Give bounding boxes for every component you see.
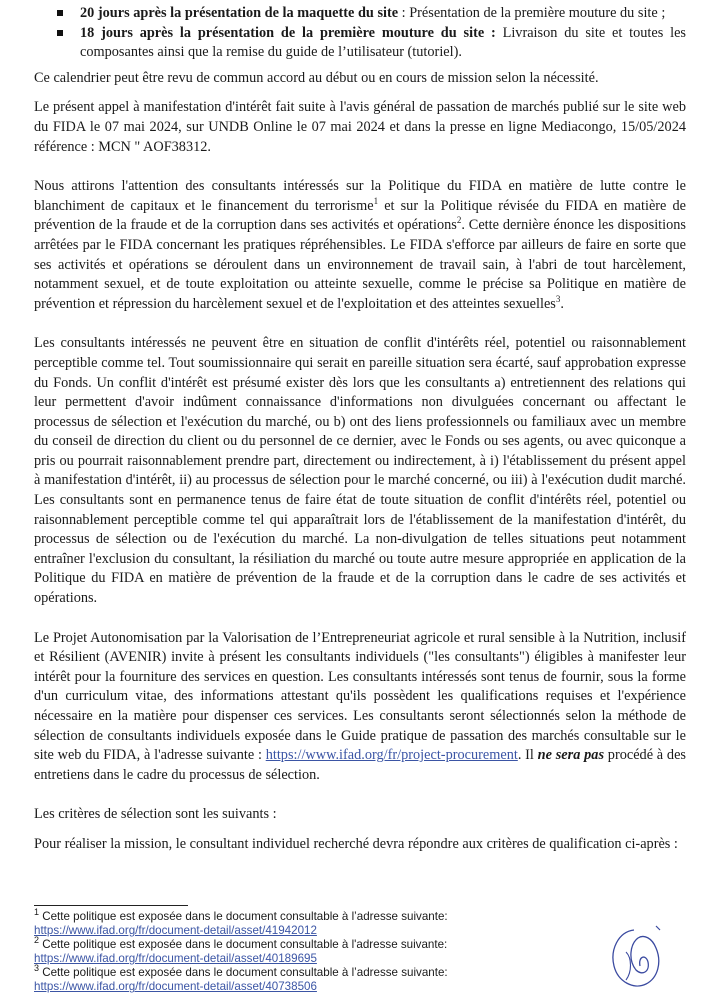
qualification-paragraph: Pour réaliser la mission, le consultant individuel recherché devra répondre aux critères de qualification ci-après : xyxy=(34,835,678,852)
list-item xyxy=(34,24,686,63)
conflict-paragraph: Les consultants intéressés ne peuvent être en situation de conflit d'intérêts réel, potentiel ou raisonnablement perceptible comme tel. Tout soumissionnaire qui serait en pareille situation sera écarté, sauf approbation expresse du Fonds. Un conflit d'intérêt est présumé exister dès lors que les consultants a) entretiennent des relations qui leur permettent d'avoir indûment connaissance d'informations non divulguées concernant ou affectant le processus de sélection et l'exécution du marché, ou b) ont des liens professionnels ou familiaux avec un membre du conseil de direction du client ou du personnel de ce dernier, avec le Fonds ou ses agents, ou avec quiconque a pris ou pourrait raisonnablement prendre part, directement ou indirectement, à i) l'établissement du présent appel à manifestation d'intérêt, ii) au processus de sélection pour le marché concerné, ou iii) à l'exécution dudit marché. Les consultants sont en permanence tenus de faire état de toute situation de conflit d'intérêts réel, potentiel ou raisonnablement perceptible comme tel qui apparaîtrait lors de l'établissement de la manifestation d'intérêt, du processus de sélection ou de l'exécution du marché. La non-divulgation de telles situations peut notamment entraîner l'exclusion du consultant, la résiliation du marché ou toute autre mesure appropriée en application de la Politique du FIDA en matière de prévention de la fraude et de la corruption dans le cadre de ses activités et opérations. xyxy=(34,335,686,607)
calendar-paragraph: Ce calendrier peut être revu de commun accord au début ou en cours de mission selon la nécessité. xyxy=(34,69,599,86)
item-text: : Présentation de la première mouture du site ; xyxy=(398,5,666,21)
footnote-separator xyxy=(34,905,188,906)
footnote-number: 2 xyxy=(34,935,40,946)
footnotes xyxy=(34,907,674,995)
footnote-link[interactable]: https://www.ifad.org/fr/document-detail/asset/40738506 xyxy=(34,980,317,994)
footnote-link[interactable]: https://www.ifad.org/fr/document-detail/asset/41942012 xyxy=(34,924,317,938)
appel-paragraph: Le présent appel à manifestation d'intérêt fait suite à l'avis général de passation de marchés publié sur le site web du FIDA le 07 mai 2024, sur UNDB Online le 07 mai 2024 et dans la presse en ligne Mediacongo, 15/05/2024 référence : MCN " AOF38312. xyxy=(34,99,686,155)
footnote-item: $^1$ Cette politique est exposée dans le document consultable à l’adresse suivante: https://www.ifad.org/fr/document-detail/asset/41942012 xyxy=(34,910,674,938)
document-body xyxy=(34,4,686,855)
footnote-link[interactable]: https://www.ifad.org/fr/document-detail/asset/40189695 xyxy=(34,952,317,966)
list-item xyxy=(34,4,686,24)
footnote-ref[interactable]: 2 xyxy=(456,215,462,226)
footnote-number: 1 xyxy=(34,907,40,918)
criteria-heading: Les critères de sélection sont les suivants : xyxy=(34,806,277,823)
deliverables-list xyxy=(34,4,686,63)
item-text: Livraison du site et toutes les composantes ainsi que la remise du guide de l’utilisateur (tutoriel). xyxy=(80,24,686,61)
footnote-item: $^3$ Cette politique est exposée dans le document consultable à l’adresse suivante: https://www.ifad.org/fr/document-detail/asset/40738506 xyxy=(34,966,674,994)
footnote-ref[interactable]: 3 xyxy=(555,293,561,304)
procurement-link[interactable]: https://www.ifad.org/fr/project-procurement xyxy=(265,747,518,764)
handwritten-initials-signature xyxy=(604,922,668,996)
item-bold-label: 18 jours après la présentation de la première mouture du site : xyxy=(80,24,496,41)
fida-policy-paragraph: Nous attirons l'attention des consultants intéressés sur la Politique du FIDA en matière de lutte contre le blanchiment de capitaux et le financement du terrorisme$^1$ et sur la Politique révisée du FIDA en matière de prévention de la fraude et de la corruption dans ses activités et opérations$^2$. Cette dernière énonce les dispositions arrêtées par le FIDA concernant les pratiques répréhensibles. Le FIDA s'efforce par ailleurs de faire en sorte que ses activités et opérations se déroulent dans un environnement de travail sain, à l'abri de tout harcèlement, notamment sexuel, et de toute exploitation ou atteinte sexuelle, comme le précise sa Politique en matière de prévention et répression du harcèlement sexuel et de l'exploitation et des atteintes sexuelles$^3$. xyxy=(34,178,686,312)
item-bold-label: 20 jours après la présentation de la maquette du site xyxy=(80,5,399,21)
bullet-square-icon xyxy=(57,30,63,36)
bullet-square-icon xyxy=(57,10,63,16)
footnote-ref[interactable]: 1 xyxy=(373,195,379,206)
footnote-number: 3 xyxy=(34,963,40,974)
project-paragraph: Le Projet Autonomisation par la Valorisation de l’Entrepreneuriat agricole et rural sensible à la Nutrition, inclusif et Résilient (AVENIR) invite à présent les consultants individuels ("les consultants") éligibles à manifester leur intérêt pour la fourniture des services en question. Les consultants intéressés sont tenus de fournir, sous la forme d'un curriculum vitae, des informations attestant qu'ils possèdent les qualifications requises et l'expérience nécessaire en la matière pour dispenser ces services. Les consultants seront sélectionnés selon la méthode de sélection de consultants individuels exposée dans le Guide pratique de passation des marchés consultable sur le site web du FIDA, à l'adresse suivante : https://www.ifad.org/fr/project-procurement. Il ne sera pas procédé à des entretiens dans le cadre du processus de sélection. xyxy=(34,629,686,783)
emphasis-text: ne sera pas xyxy=(537,747,605,764)
footnote-item: $^2$ Cette politique est exposée dans le document consultable à l'adresse suivante: https://www.ifad.org/fr/document-detail/asset/40189695 xyxy=(34,938,674,966)
